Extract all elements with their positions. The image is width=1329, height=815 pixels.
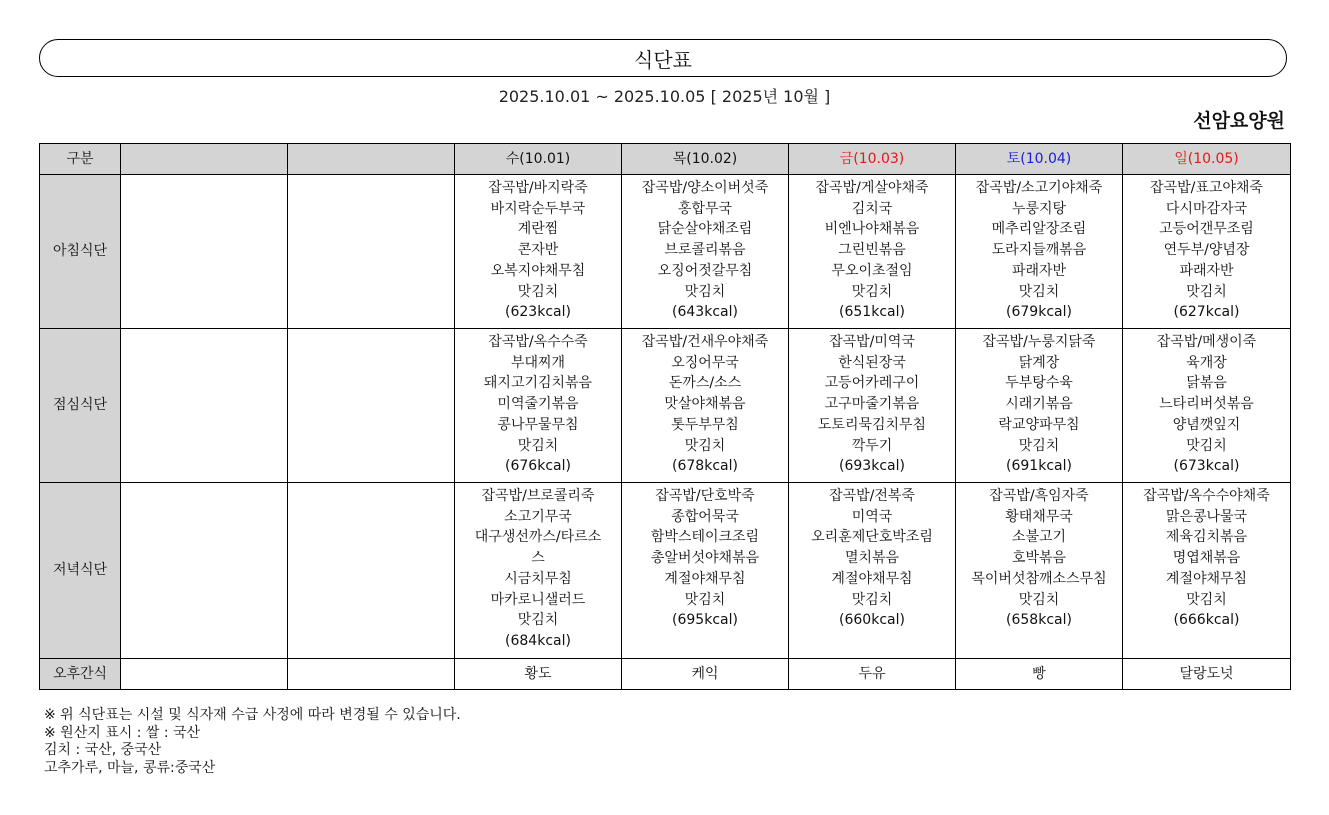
menu-item: 바지락순두부국 [490,200,586,217]
menu-item: 명엽채볶음 [1172,550,1241,567]
menu-item: 잡곡밥/전복죽 [829,488,915,504]
menu-item: 맛김치 [1018,283,1060,300]
menu-item: 맑은콩나물국 [1165,508,1248,525]
day-header-thu: 목(10.02) [622,144,789,175]
menu-item: 느타리버섯볶음 [1159,396,1254,413]
menu-item: 한식된장국 [838,354,906,371]
menu-item: 맛김치 [684,283,726,300]
meal-label: 저녁식단 [40,483,121,659]
meal-cell [622,329,789,483]
menu-item: 파래자반 [1179,262,1234,279]
dinner-row [40,483,1291,659]
meal-cell-content [1123,483,1290,631]
menu-item: 마카로니샐러드 [490,591,586,608]
menu-item: 맛김치 [1186,283,1227,300]
menu-item: 콘자반 [517,242,559,259]
menu-item: 시래기볶음 [1005,396,1073,413]
menu-item: 스 [531,550,545,567]
header-row [40,144,1291,175]
menu-item: 닭볶음 [1186,375,1227,392]
menu-item: 잡곡밥/단호박죽 [655,488,755,504]
menu-item: 맛김치 [851,591,893,608]
day-header-sun: 일(10.05) [1123,144,1291,175]
menu-item: 호박볶음 [1011,550,1067,567]
meal-cell-content [789,329,955,477]
menu-item: 맛김치 [517,612,559,629]
snack-cell: 달랑도넛 [1123,659,1291,690]
meal-cell [789,175,956,329]
menu-item: 멸치볶음 [844,550,900,567]
meal-cell [1123,329,1291,483]
calorie-value: (693kcal) [839,458,905,475]
menu-item: 맛김치 [684,437,726,454]
menu-item: 잡곡밥/표고야채죽 [1150,180,1263,196]
calorie-value: (623kcal) [505,304,571,321]
snack-cell: 빵 [956,659,1123,690]
menu-item: 오징어젓갈무침 [657,262,753,279]
meal-cell-content [455,175,621,323]
menu-item: 고등어갠무조림 [1159,221,1254,238]
menu-item: 시금치무침 [504,570,572,587]
menu-item: 다시마감자국 [1165,200,1248,217]
calorie-value: (658kcal) [1006,612,1072,629]
snack-cell: 두유 [789,659,956,690]
menu-item: 잡곡밥/바지락죽 [488,180,588,196]
calorie-value: (643kcal) [672,304,738,321]
menu-item: 계란찜 [517,221,559,238]
calorie-value: (660kcal) [839,612,905,629]
lunch-row [40,329,1291,483]
snack-label: 오후간식 [40,659,121,690]
meal-cell-content [1123,329,1290,477]
notes [44,707,461,777]
menu-item: 종합어묵국 [671,508,739,525]
meal-cell-content [455,329,621,477]
facility-name: 선암요양원 [1193,110,1285,132]
empty-cell [121,175,288,329]
menu-item: 잡곡밥/소고기야채죽 [975,180,1103,196]
menu-item: 육개장 [1186,354,1227,371]
meal-cell-content [956,483,1122,631]
empty-header-2 [288,144,455,175]
menu-item: 고구마줄기볶음 [824,396,920,413]
empty-cell [288,175,455,329]
calorie-value: (627kcal) [1173,304,1240,321]
menu-item: 목이버섯참깨소스무침 [971,570,1107,587]
meal-cell [455,329,622,483]
empty-cell [121,329,288,483]
meal-label: 점심식단 [40,329,121,483]
menu-title: 식단표 [634,47,692,72]
menu-item: 계절야채무침 [1165,570,1248,587]
menu-item: 잡곡밥/옥수수야채죽 [1143,488,1270,504]
meal-cell [455,483,622,659]
meal-cell-content [956,329,1122,477]
day-header-sat: 토(10.04) [956,144,1123,175]
menu-item: 두부탕수육 [1005,375,1073,392]
menu-title-box [39,39,1287,77]
menu-item: 락교양파무침 [998,416,1080,433]
menu-item: 잡곡밥/누룽지닭죽 [982,334,1096,350]
menu-item: 오징어무국 [671,354,739,371]
menu-item: 계절야채무침 [831,570,913,587]
menu-item: 누룽지탕 [1011,200,1067,217]
meal-cell [789,483,956,659]
menu-item: 도토리묵김치무침 [817,416,927,433]
calorie-value: (684kcal) [505,632,571,649]
note-line: ※ 위 식단표는 시설 및 식자재 수급 사정에 따라 변경될 수 있습니다. [44,707,461,723]
menu-item: 대구생선까스/타르소 [474,529,602,546]
menu-item: 잡곡밥/브로콜리죽 [481,488,595,504]
meal-cell-content [1123,175,1290,323]
menu-item: 맛김치 [1186,437,1227,454]
menu-item: 맛김치 [684,591,726,608]
meal-cell-content [455,483,621,652]
menu-item: 도라지들깨볶음 [991,242,1087,259]
calorie-value: (695kcal) [672,612,738,629]
menu-item: 닭순살야채조림 [657,221,753,238]
snack-row [40,659,1291,690]
snack-cell: 황도 [455,659,622,690]
meal-cell [622,175,789,329]
menu-item: 무오이초절임 [831,262,913,279]
menu-item: 소불고기 [1011,529,1067,546]
menu-item: 맛김치 [851,283,893,300]
menu-item: 맛김치 [1186,591,1227,608]
calorie-value: (679kcal) [1006,304,1072,321]
menu-item: 제육김치볶음 [1165,529,1248,546]
menu-item: 맛김치 [517,283,559,300]
menu-item: 함박스테이크조림 [650,529,760,546]
breakfast-row [40,175,1291,329]
menu-item: 톳두부무침 [671,416,739,433]
empty-cell [288,659,455,690]
meal-cell-content [622,329,788,477]
menu-item: 오리훈제단호박조림 [811,529,933,546]
menu-item: 부대찌개 [510,354,566,371]
meal-cell-content [622,483,788,631]
menu-item: 맛김치 [1018,437,1060,454]
menu-item: 브로콜리볶음 [664,242,746,259]
menu-item: 고등어카레구이 [824,375,920,392]
meal-cell [1123,175,1291,329]
menu-item: 닭계장 [1018,354,1060,371]
meal-cell-content [789,483,955,631]
note-line: ※ 원산지 표시 : 쌀 : 국산 [44,724,201,741]
menu-item: 맛김치 [1018,591,1060,608]
menu-item: 총알버섯야채볶음 [650,550,760,567]
menu-item: 미역줄기볶음 [497,396,579,413]
meal-cell [956,175,1123,329]
menu-item: 잡곡밥/옥수수죽 [488,334,588,350]
calorie-value: (651kcal) [839,304,905,321]
menu-item: 메추리알장조림 [991,221,1087,238]
menu-item: 맛살야채볶음 [664,396,746,413]
menu-item: 잡곡밥/흑임자죽 [989,488,1089,504]
menu-item: 김치국 [851,200,893,217]
menu-item: 계절야채무침 [664,570,746,587]
menu-item: 잡곡밥/미역국 [829,334,915,350]
menu-item: 소고기무국 [504,508,572,525]
empty-cell [121,483,288,659]
calorie-value: (676kcal) [505,458,571,475]
menu-item: 비엔나야채볶음 [824,221,920,238]
calorie-value: (666kcal) [1173,612,1240,629]
meal-cell-content [789,175,955,323]
menu-item: 잡곡밥/양소이버섯죽 [641,180,769,196]
meal-cell [956,483,1123,659]
menu-item: 잡곡밥/게살야채죽 [815,180,929,196]
menu-item: 맛김치 [517,437,559,454]
note-line: 고추가루, 마늘, 콩류:중국산 [44,759,216,776]
menu-item: 오복지야채무침 [490,262,586,279]
meal-cell [789,329,956,483]
menu-item: 그린빈볶음 [838,242,906,259]
menu-item: 잡곡밥/메생이죽 [1156,334,1257,350]
menu-item: 돼지고기김치볶음 [483,375,593,392]
day-header-fri: 금(10.03) [789,144,956,175]
menu-item: 황태채무국 [1005,508,1073,525]
meal-cell [455,175,622,329]
empty-cell [288,483,455,659]
empty-cell [288,329,455,483]
menu-item: 깍두기 [851,437,893,454]
calorie-value: (691kcal) [1006,458,1072,475]
calorie-value: (678kcal) [672,458,738,475]
menu-period: 2025.10.01 ~ 2025.10.05 [ 2025년 10월 ] [498,87,831,106]
menu-item: 콩나무물무침 [497,416,579,433]
empty-header-1 [121,144,288,175]
menu-item: 미역국 [851,508,893,525]
menu-item: 연두부/양념장 [1163,242,1250,259]
meal-table [39,143,1291,690]
meal-cell [956,329,1123,483]
note-line: 김치 : 국산, 중국산 [44,742,162,758]
meal-cell-content [956,175,1122,323]
meal-label: 아침식단 [40,175,121,329]
menu-item: 파래자반 [1011,262,1067,279]
meal-cell [622,483,789,659]
meal-cell [1123,483,1291,659]
snack-cell: 케익 [622,659,789,690]
menu-item: 잡곡밥/건새우야채죽 [641,334,769,350]
day-header-wed: 수(10.01) [455,144,622,175]
menu-item: 홍합무국 [677,200,733,217]
calorie-value: (673kcal) [1173,458,1240,475]
menu-item: 돈까스/소스 [668,375,742,392]
empty-cell [121,659,288,690]
category-header: 구분 [40,144,121,175]
menu-item: 양념깻잎지 [1172,416,1241,433]
meal-cell-content [622,175,788,323]
